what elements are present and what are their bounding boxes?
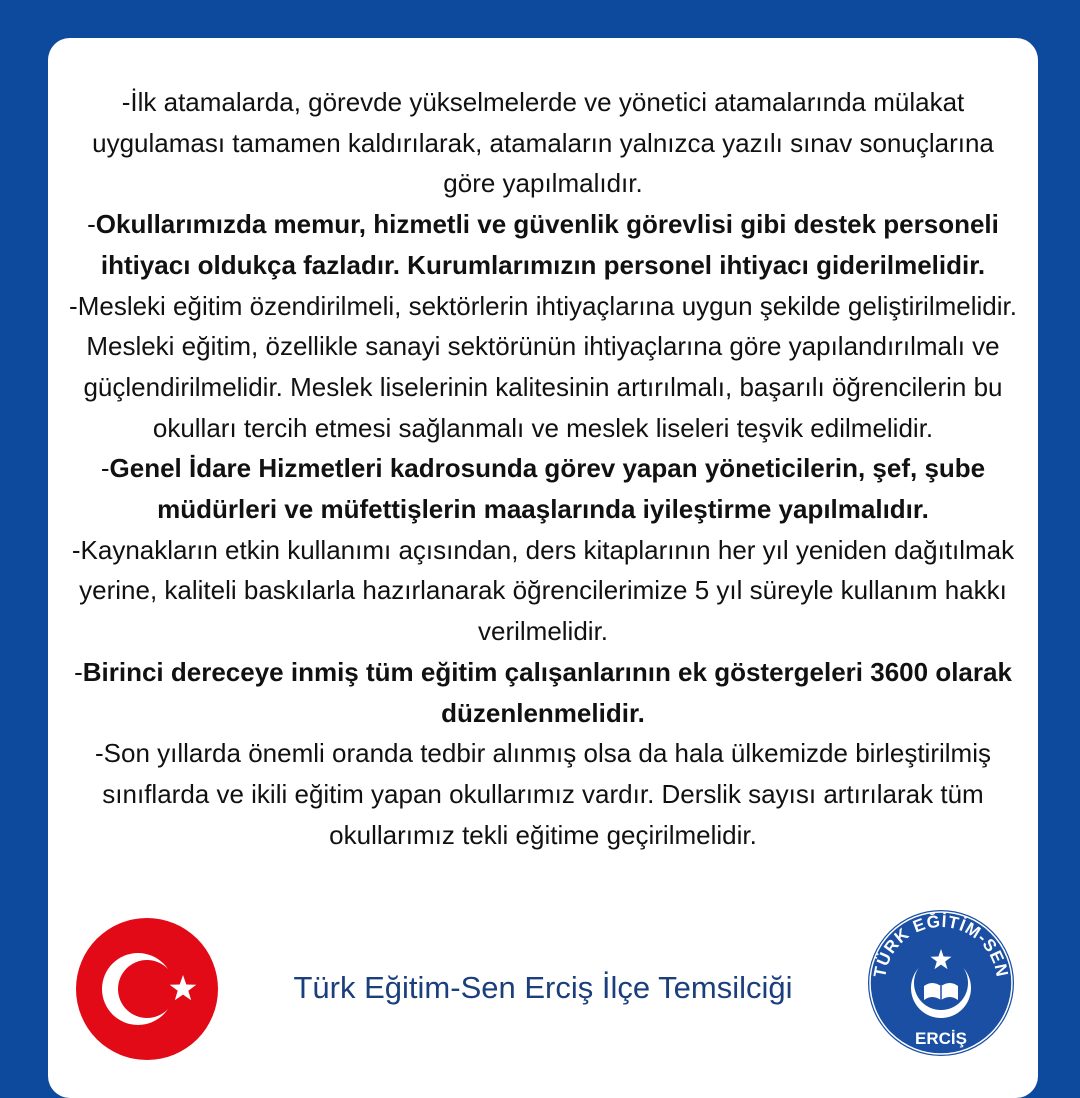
turkish-flag-icon <box>76 918 218 1060</box>
footer-title: Türk Eğitim-Sen Erciş İlçe Temsilciği <box>293 970 793 1005</box>
text-body <box>48 82 1038 855</box>
paragraph-7: -Son yıllarda önemli oranda tedbir alınmış olsa da hala ülkemizde birleştirilmiş sınıflarda ve ikili eğitim yapan okullarımız vardır. Derslik sayısı artırılarak tüm okullarımız tekli eğitime geçirilmelidir. <box>95 738 991 850</box>
logo-arc-text: TÜRK EĞİTİM-SEN <box>870 911 1012 980</box>
paragraph-6: -Birinci dereceye inmiş tüm eğitim çalışanlarının ek göstergeleri 3600 olarak düzenlenmelidir. <box>74 656 1012 728</box>
paragraph-3: -Mesleki eğitim özendirilmeli, sektörlerin ihtiyaçlarına uygun şekilde geliştirilmelidir. Mesleki eğitim, özellikle sanayi sektörünün ihtiyaçlarına göre yapılandırılmalı ve güçlendirilmelidir. Meslek liselerinin kalitesinin artırılmalı, başarılı öğrencilerin bu okulları tercih etmesi sağlanmalı ve meslek liseleri teşvik edilmelidir. <box>69 290 1017 443</box>
logo-bottom-text: ERCİŞ <box>915 1029 967 1048</box>
paragraph-5: -Kaynakların etkin kullanımı açısından, ders kitaplarının her yıl yeniden dağıtılmak yerine, kaliteli baskılarla hazırlanarak öğrencilerimize 5 yıl süreyle kullanım hakkı verilmelidir. <box>71 534 1015 647</box>
paragraph-4: -Genel İdare Hizmetleri kadrosunda görev yapan yöneticilerin, şef, şube müdürleri ve müfettişlerin maaşlarında iyileştirme yapılmalıdır. <box>100 453 986 525</box>
paragraph-2: -Okullarımızda memur, hizmetli ve güvenlik görevlisi gibi destek personeli ihtiyacı oldukça fazladır. Kurumlarımızın personel ihtiyacı giderilmelidir. <box>87 209 999 280</box>
turk-egitim-sen-logo <box>866 908 1016 1058</box>
paragraph-1: -İlk atamalarda, görevde yükselmelerde ve yönetici atamalarında mülakat uygulaması tamamen kaldırılarak, atamaların yalnızca yazılı sınav sonuçlarına göre yapılmalıdır. <box>92 87 994 199</box>
